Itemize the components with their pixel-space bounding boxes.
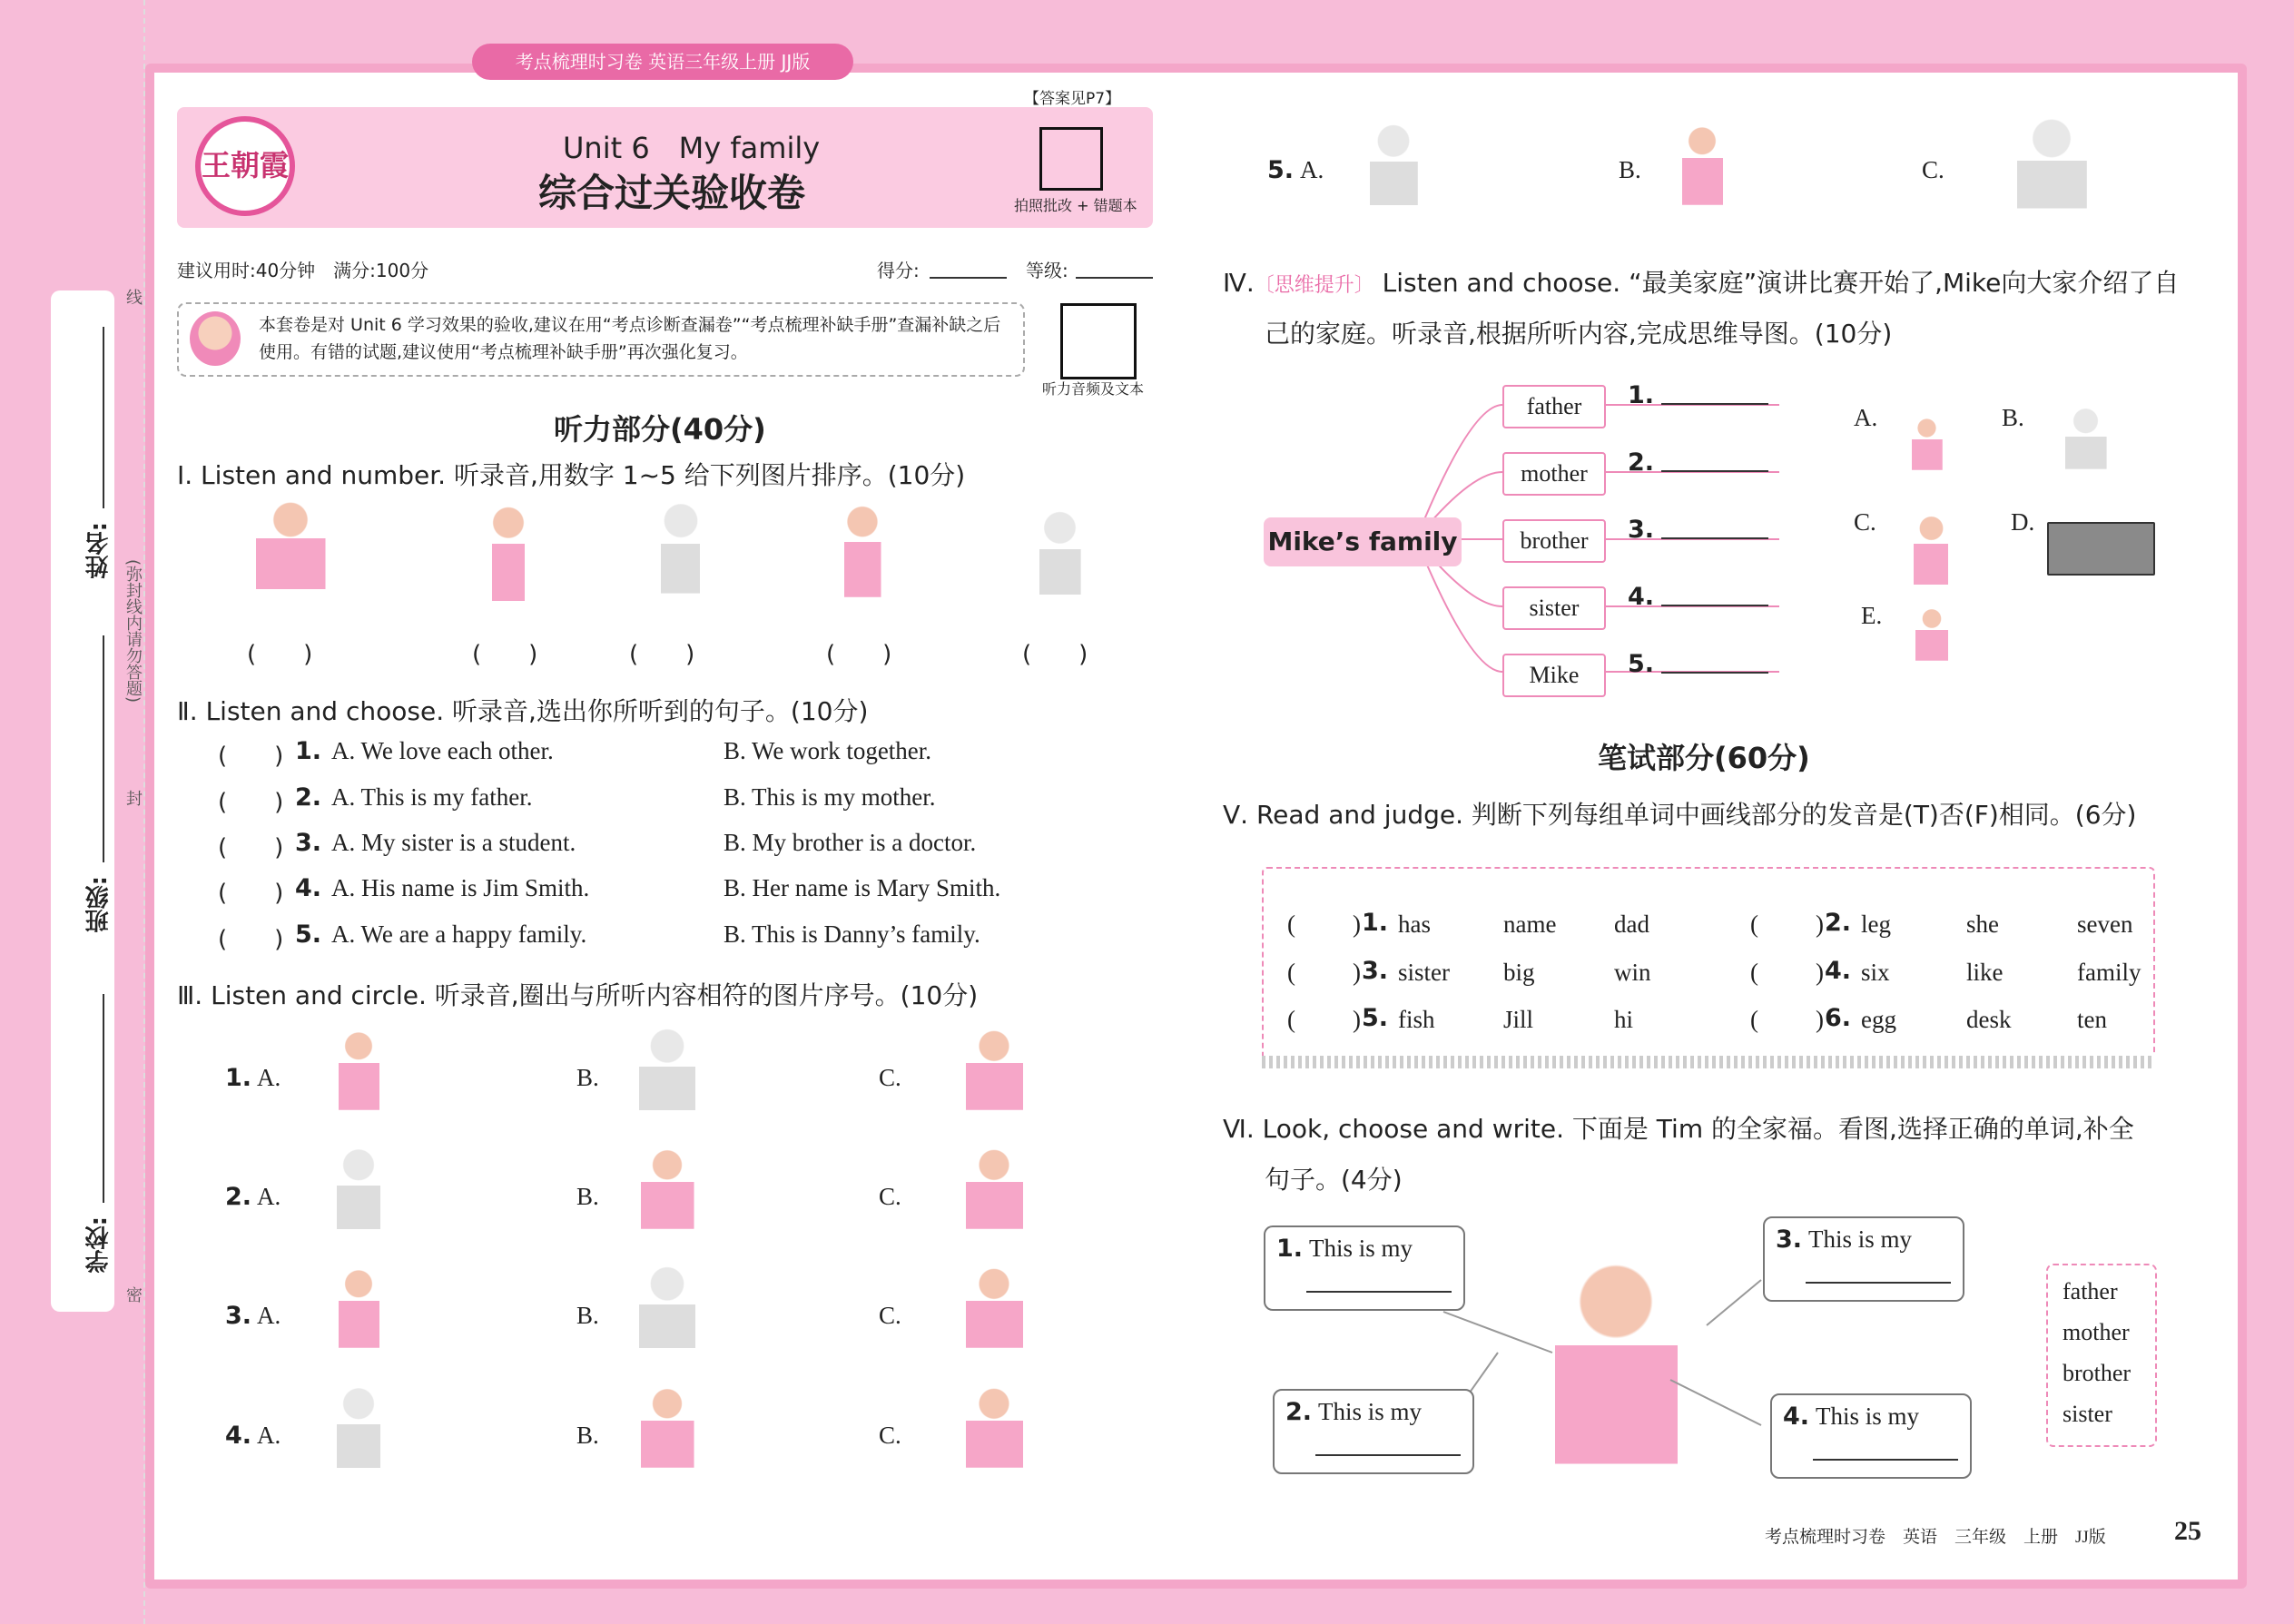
stethoscope-option-picture[interactable] bbox=[2043, 404, 2129, 481]
worker-picture bbox=[1017, 504, 1103, 613]
option-c-picture[interactable] bbox=[930, 1381, 1058, 1485]
school-line[interactable] bbox=[103, 994, 104, 1203]
judge-word: name bbox=[1503, 910, 1557, 938]
office-worker-picture[interactable] bbox=[1344, 118, 1443, 222]
judge-word: dad bbox=[1614, 910, 1649, 938]
sentence-box-2 bbox=[1273, 1389, 1474, 1474]
title-banner bbox=[177, 107, 1153, 228]
answer-blank[interactable] bbox=[1661, 537, 1768, 539]
name-label: 姓名: bbox=[85, 522, 113, 579]
score-label: 得分: bbox=[877, 260, 920, 281]
judge-word: hi bbox=[1614, 1006, 1634, 1033]
qr-code-audio[interactable] bbox=[1060, 303, 1137, 379]
seal-mark-secret: 密 bbox=[123, 1286, 143, 1303]
option-c-picture[interactable] bbox=[930, 1142, 1058, 1246]
answer-number: 4. bbox=[1628, 583, 1655, 611]
qr-caption-audio: 听力音频及文本 bbox=[1042, 380, 1145, 398]
blackboard-option-picture[interactable] bbox=[2047, 522, 2155, 576]
judge-paren-right[interactable]: ) bbox=[1816, 1006, 1824, 1033]
judge-word: sister bbox=[1398, 959, 1450, 986]
judge-word: seven bbox=[2077, 910, 2133, 938]
judge-paren-left[interactable]: ( bbox=[1287, 910, 1295, 938]
circle-item-number: 3. bbox=[225, 1302, 252, 1330]
judge-paren-left[interactable]: ( bbox=[1750, 910, 1758, 938]
class-line[interactable] bbox=[103, 635, 104, 862]
word-bank-father: father bbox=[2063, 1278, 2118, 1304]
item-number: 3. bbox=[295, 829, 322, 857]
sentence-blank[interactable] bbox=[1315, 1454, 1461, 1456]
option-b[interactable]: B. My brother is a doctor. bbox=[724, 829, 977, 856]
sentence-box-1 bbox=[1264, 1225, 1465, 1311]
section-4-title-line2: 己的家庭。听录音,根据所听内容,完成思维导图。(10分) bbox=[1265, 319, 1893, 349]
option-b[interactable]: B. This is my mother. bbox=[724, 783, 936, 811]
sentence-box-4 bbox=[1770, 1393, 1972, 1479]
box-bottom-deco bbox=[1262, 1056, 2155, 1068]
section-3-title: Ⅲ. Listen and circle. 听录音,圈出与所听内容相符的图片序号。(10分) bbox=[177, 980, 979, 1010]
judge-word: desk bbox=[1966, 1006, 2012, 1033]
usage-note-box bbox=[177, 302, 1025, 377]
sentence-blank[interactable] bbox=[1306, 1291, 1452, 1293]
picture-option-label: D. bbox=[2011, 508, 2035, 536]
section-2-title: Ⅱ. Listen and choose. 听录音,选出你所听到的句子。(10分) bbox=[177, 696, 869, 726]
sentence-number: 4. bbox=[1783, 1403, 1810, 1431]
option-a-label[interactable]: A. bbox=[257, 1183, 281, 1210]
section-6-title-line2: 句子。(4分) bbox=[1265, 1165, 1403, 1195]
seal-mark-seal: 封 bbox=[123, 790, 143, 806]
judge-paren-left[interactable]: ( bbox=[1750, 1006, 1758, 1033]
circle-item-number: 4. bbox=[225, 1422, 252, 1450]
usage-note-text: 本套卷是对 Unit 6 学习效果的验收,建议在用“考点诊断查漏卷”“考点梳理补缺手册”查漏补缺之后使用。有错的试题,建议使用“考点梳理补缺手册”再次强化复习。 bbox=[259, 315, 1001, 362]
circle-item-number: 2. bbox=[225, 1183, 252, 1211]
mindmap-center: Mike’s family bbox=[1264, 517, 1462, 566]
choose-paren[interactable]: ( ) bbox=[218, 926, 284, 953]
name-line[interactable] bbox=[103, 327, 104, 508]
answer-paren-3[interactable]: ( ) bbox=[629, 641, 695, 668]
sentence-number: 1. bbox=[1276, 1235, 1304, 1263]
sentence-text: This is my bbox=[1318, 1398, 1423, 1425]
judge-paren-left[interactable]: ( bbox=[1287, 959, 1295, 986]
option-c-picture[interactable] bbox=[930, 1261, 1058, 1365]
qr-caption-grading: 拍照批改 + 错题本 bbox=[1014, 197, 1137, 214]
word-bank-brother: brother bbox=[2063, 1360, 2132, 1386]
judge-word: six bbox=[1861, 959, 1890, 986]
judge-item-number: 5. bbox=[1362, 1004, 1389, 1032]
judge-word: egg bbox=[1861, 1006, 1896, 1033]
option-b-label[interactable]: B. bbox=[576, 1064, 599, 1091]
option-a-picture[interactable] bbox=[313, 1023, 404, 1127]
time-score: 建议用时:40分钟 满分:100分 bbox=[177, 260, 429, 281]
section-5-title: Ⅴ. Read and judge. 判断下列每组单词中画线部分的发音是(T)否(F)相同。(6分) bbox=[1223, 800, 2137, 830]
option-c-label[interactable]: C. bbox=[1922, 156, 1944, 183]
mindmap-node-father: father bbox=[1502, 385, 1606, 428]
option-b[interactable]: B. We work together. bbox=[724, 737, 932, 764]
option-c-label[interactable]: C. bbox=[879, 1422, 901, 1449]
answer-paren-1[interactable]: ( ) bbox=[247, 641, 313, 668]
option-b-label[interactable]: B. bbox=[1619, 156, 1641, 183]
option-c-label[interactable]: C. bbox=[879, 1302, 901, 1329]
seal-mark-line: 线 bbox=[123, 289, 143, 305]
option-a-label[interactable]: A. bbox=[257, 1302, 281, 1329]
judge-word: leg bbox=[1861, 910, 1891, 938]
judge-paren-right[interactable]: ) bbox=[1816, 910, 1824, 938]
section-4-numeral: Ⅳ. bbox=[1223, 268, 1255, 298]
mindmap-node-brother: brother bbox=[1502, 519, 1606, 563]
option-a-label[interactable]: A. bbox=[1300, 156, 1324, 183]
judge-word: has bbox=[1398, 910, 1431, 938]
option-b-label[interactable]: B. bbox=[576, 1302, 599, 1329]
answer-blank[interactable] bbox=[1661, 605, 1768, 606]
judge-item-number: 1. bbox=[1362, 909, 1389, 937]
judge-item-number: 4. bbox=[1825, 957, 1852, 985]
section-1-title: Ⅰ. Listen and number. 听录音,用数字 1~5 给下列图片排序。(10分) bbox=[177, 460, 966, 490]
sentence-number: 2. bbox=[1285, 1398, 1313, 1426]
unit-title: Unit 6 My family bbox=[563, 131, 821, 165]
mask-option-picture[interactable] bbox=[1893, 413, 1961, 481]
word-bank-mother: mother bbox=[2063, 1319, 2130, 1345]
option-a[interactable]: A. We love each other. bbox=[331, 737, 554, 764]
listening-section-title: 听力部分(40分) bbox=[554, 412, 766, 447]
answer-number: 3. bbox=[1628, 516, 1655, 544]
answer-blank[interactable] bbox=[1661, 470, 1768, 472]
answer-number: 2. bbox=[1628, 448, 1655, 477]
answer-blank[interactable] bbox=[1661, 403, 1768, 405]
option-a-picture[interactable] bbox=[313, 1381, 404, 1485]
answer-reference: 【答案见P7】 bbox=[1024, 90, 1121, 108]
choose-paren[interactable]: ( ) bbox=[218, 743, 284, 770]
grade-label: 等级: bbox=[1026, 260, 1068, 281]
word-bank-sister: sister bbox=[2063, 1401, 2112, 1427]
section-6-title: Ⅵ. Look, choose and write. 下面是 Tim 的全家福。看图,选择正确的单词,补全 bbox=[1223, 1114, 2134, 1144]
section-5-box bbox=[1262, 867, 2155, 1068]
option-a-picture[interactable] bbox=[313, 1261, 404, 1365]
judge-paren-left[interactable]: ( bbox=[1287, 1006, 1295, 1033]
option-c-picture[interactable] bbox=[930, 1023, 1058, 1127]
judge-paren-right[interactable]: ) bbox=[1816, 959, 1824, 986]
option-a[interactable]: A. We are a happy family. bbox=[331, 920, 587, 948]
judge-word: like bbox=[1966, 959, 2004, 986]
sentence-box-3 bbox=[1763, 1216, 1964, 1302]
option-a[interactable]: A. His name is Jim Smith. bbox=[331, 874, 590, 901]
woman-picture bbox=[472, 495, 545, 622]
circle-item-number: 1. bbox=[225, 1064, 252, 1092]
item-number: 2. bbox=[295, 783, 322, 812]
choose-paren[interactable]: ( ) bbox=[218, 834, 284, 861]
cook-picture bbox=[640, 495, 722, 613]
photo-pointer-lines bbox=[1434, 1253, 1797, 1471]
score-blank[interactable] bbox=[930, 277, 1007, 279]
footer-text: 考点梳理时习卷 英语 三年级 上册 JJ版 bbox=[1765, 1528, 2106, 1547]
sentence-text: This is my bbox=[1808, 1225, 1913, 1253]
brand-logo: 王朝霞 bbox=[195, 116, 295, 216]
judge-item-number: 6. bbox=[1825, 1004, 1852, 1032]
thinking-tag-inline: 〔思维提升〕 bbox=[1254, 274, 1374, 297]
school-label: 学校: bbox=[85, 1216, 113, 1274]
test-title: 综合过关验收卷 bbox=[538, 171, 806, 215]
student-info-strip bbox=[51, 290, 114, 1312]
option-b[interactable]: B. This is Danny’s family. bbox=[724, 920, 980, 948]
police-picture[interactable] bbox=[1657, 118, 1748, 222]
option-b-picture[interactable] bbox=[608, 1261, 726, 1365]
section-4-text: Listen and choose. “最美家庭”演讲比赛开始了,Mike向大家介绍了自 bbox=[1373, 268, 2180, 298]
option-a-label[interactable]: A. bbox=[257, 1422, 281, 1449]
writing-section-title: 笔试部分(60分) bbox=[1598, 741, 1810, 775]
circle-item-number: 5. bbox=[1267, 156, 1295, 184]
picture-option-label: A. bbox=[1854, 404, 1878, 431]
option-c-label[interactable]: C. bbox=[879, 1183, 901, 1210]
judge-paren-right[interactable]: ) bbox=[1353, 910, 1361, 938]
option-b-label[interactable]: B. bbox=[576, 1183, 599, 1210]
qr-code-grading[interactable] bbox=[1039, 127, 1103, 191]
answer-paren-5[interactable]: ( ) bbox=[1022, 641, 1088, 668]
option-b-picture[interactable] bbox=[608, 1023, 726, 1127]
item-number: 5. bbox=[295, 920, 322, 949]
grade-blank[interactable] bbox=[1076, 277, 1153, 279]
option-b-picture[interactable] bbox=[608, 1142, 726, 1246]
option-a[interactable]: A. This is my father. bbox=[331, 783, 533, 811]
backpack-option-picture[interactable] bbox=[1893, 508, 1970, 599]
item-number: 1. bbox=[295, 737, 322, 765]
judge-word: ten bbox=[2077, 1006, 2107, 1033]
judge-word: family bbox=[2077, 959, 2141, 986]
judge-paren-right[interactable]: ) bbox=[1353, 1006, 1361, 1033]
page-number: 25 bbox=[2174, 1516, 2201, 1546]
answer-blank[interactable] bbox=[1661, 672, 1768, 674]
option-b[interactable]: B. Her name is Mary Smith. bbox=[724, 874, 1001, 901]
teacher-avatar bbox=[190, 311, 241, 366]
option-a-picture[interactable] bbox=[313, 1142, 404, 1246]
sentence-blank[interactable] bbox=[1806, 1282, 1951, 1284]
seal-note: (弥封线内请勿答题) bbox=[123, 559, 143, 704]
judge-word: Jill bbox=[1503, 1006, 1534, 1033]
option-a[interactable]: A. My sister is a student. bbox=[331, 829, 576, 856]
section-4-title-line1 bbox=[1223, 263, 2203, 300]
picture-option-label: E. bbox=[1861, 602, 1883, 629]
sentence-text: This is my bbox=[1816, 1403, 1920, 1430]
farmer-picture bbox=[822, 495, 903, 617]
judge-item-number: 3. bbox=[1362, 957, 1389, 985]
judge-paren-left[interactable]: ( bbox=[1750, 959, 1758, 986]
class-label: 班级: bbox=[85, 876, 113, 933]
judge-word: win bbox=[1614, 959, 1651, 986]
sentence-blank[interactable] bbox=[1813, 1459, 1958, 1461]
choose-paren[interactable]: ( ) bbox=[218, 789, 284, 816]
family-picture bbox=[213, 495, 368, 608]
judge-paren-right[interactable]: ) bbox=[1353, 959, 1361, 986]
sentence-text: This is my bbox=[1309, 1235, 1413, 1262]
helmet-option-picture[interactable] bbox=[1895, 604, 1968, 672]
judge-word: big bbox=[1503, 959, 1535, 986]
mindmap-node-mother: mother bbox=[1502, 452, 1606, 496]
item-number: 4. bbox=[295, 874, 322, 902]
answer-paren-2[interactable]: ( ) bbox=[472, 641, 538, 668]
judge-word: fish bbox=[1398, 1006, 1435, 1033]
judge-item-number: 2. bbox=[1825, 909, 1852, 937]
judge-word: she bbox=[1966, 910, 1999, 938]
picture-option-label: B. bbox=[2002, 404, 2024, 431]
teacher-class-picture[interactable] bbox=[1979, 113, 2124, 227]
option-b-label[interactable]: B. bbox=[576, 1422, 599, 1449]
answer-number: 1. bbox=[1628, 381, 1655, 409]
top-series-label: 考点梳理时习卷 英语三年级上册 JJ版 bbox=[472, 44, 853, 80]
picture-option-label: C. bbox=[1854, 508, 1876, 536]
option-a-label[interactable]: A. bbox=[257, 1064, 281, 1091]
sentence-number: 3. bbox=[1776, 1225, 1803, 1254]
mindmap-node-Mike: Mike bbox=[1502, 654, 1606, 697]
option-c-label[interactable]: C. bbox=[879, 1064, 901, 1091]
answer-paren-4[interactable]: ( ) bbox=[826, 641, 892, 668]
mindmap-node-sister: sister bbox=[1502, 586, 1606, 630]
choose-paren[interactable]: ( ) bbox=[218, 880, 284, 907]
answer-number: 5. bbox=[1628, 650, 1655, 678]
option-b-picture[interactable] bbox=[608, 1381, 726, 1485]
